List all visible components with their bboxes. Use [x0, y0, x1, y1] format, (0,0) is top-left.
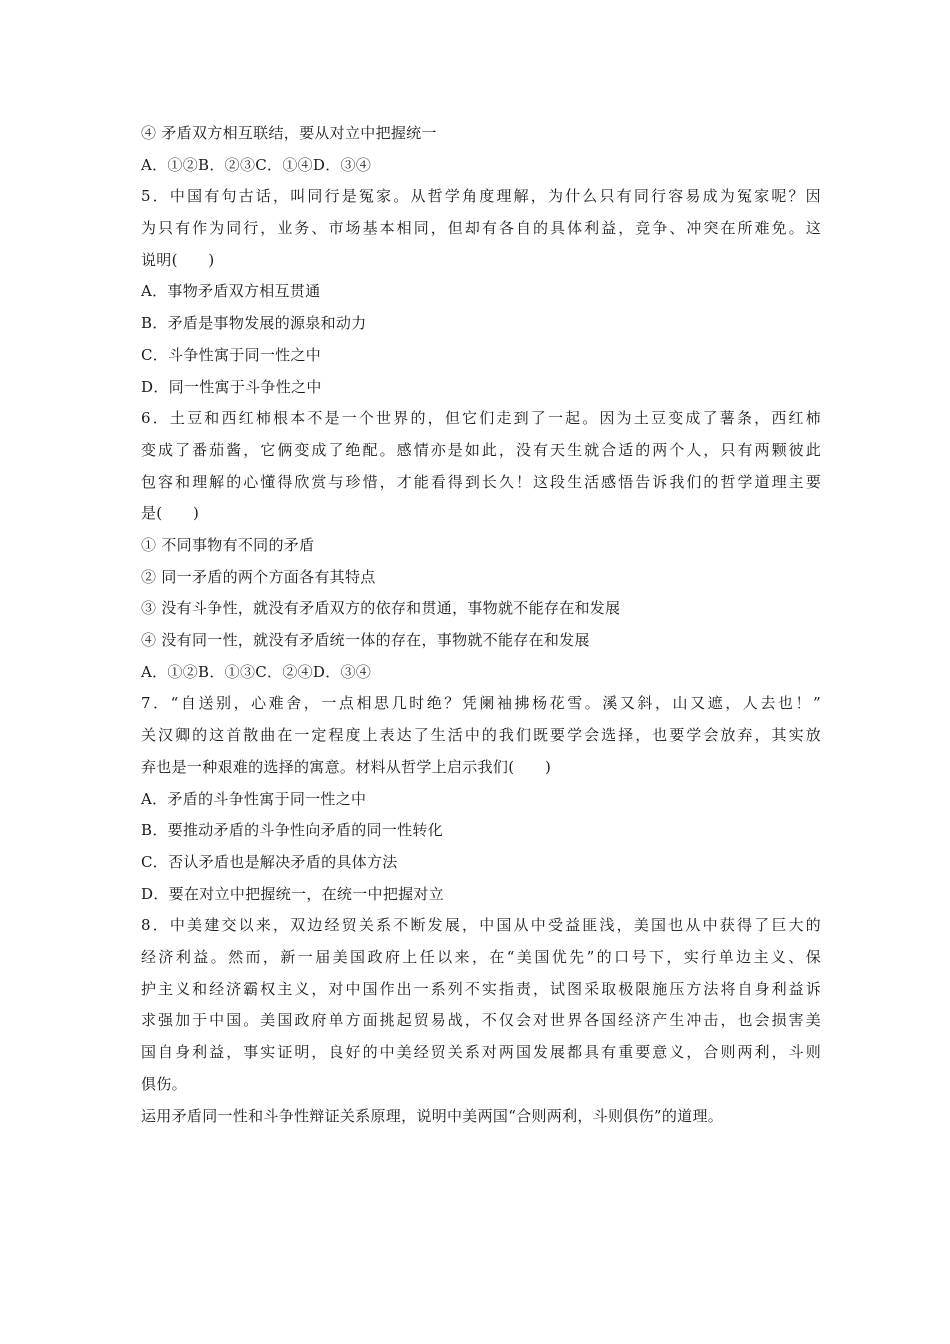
q6-item-4: ④ 没有同一性，就没有矛盾统一体的存在，事物就不能存在和发展 [141, 631, 590, 650]
q7-option-b: B．要推动矛盾的斗争性向矛盾的同一性转化 [141, 821, 444, 840]
q8-stem-line: 护主义和经济霸权主义，对中国作出一系列不实指责，试图采取极限施压方法将自身利益诉 [141, 979, 821, 998]
q6-stem-line: 6．土豆和西红柿根本不是一个世界的，但它们走到了一起。因为土豆变成了薯条，西红柿 [141, 409, 821, 428]
q7-option-c: C．否认矛盾也是解决矛盾的具体方法 [141, 852, 398, 871]
q7-stem-line: 7．“自送别，心难舍，一点相思几时绝？凭阑袖拂杨花雪。溪又斜，山又遮，人去也！” [141, 694, 821, 713]
q8-stem-line: 经济利益。然而，新一届美国政府上任以来，在“美国优先”的口号下，实行单边主义、保 [141, 948, 821, 967]
q5-option-d: D．同一性寓于斗争性之中 [141, 377, 322, 396]
q7-stem-line: 弃也是一种艰难的选择的寓意。材料从哲学上启示我们( ) [141, 757, 552, 776]
q5-stem-line: 说明( ) [141, 250, 215, 269]
q7-option-d: D．要在对立中把握统一，在统一中把握对立 [141, 884, 445, 903]
q8-stem [141, 910, 821, 1100]
q5-stem [141, 181, 821, 276]
q4-answer-options: A．①②B．②③C．①④D．③④ [141, 155, 372, 174]
q8-stem-line: 求强加于中国。美国政府单方面挑起贸易战，不仅会对世界各国经济产生冲击，也会损害美 [141, 1011, 821, 1030]
q6-item-2: ② 同一矛盾的两个方面各有其特点 [141, 567, 376, 586]
q6-stem-line: 变成了番茄酱，它俩变成了绝配。感情亦是如此，没有天生就合适的两个人，只有两颗彼此 [141, 440, 821, 459]
q6-item-1: ① 不同事物有不同的矛盾 [141, 536, 315, 555]
q8-question: 运用矛盾同一性和斗争性辩证关系原理，说明中美两国“合则两利，斗则俱伤”的道理。 [141, 1106, 724, 1125]
q5-option-a: A．事物矛盾双方相互贯通 [141, 282, 321, 301]
document-body [141, 118, 821, 1132]
q7-stem [141, 688, 821, 783]
q6-stem-line: 是( ) [141, 504, 200, 523]
q7-stem-line: 关汉卿的这首散曲在一定程度上表达了生活中的我们既要学会选择，也要学会放弃，其实放 [141, 726, 821, 745]
q6-answer-options: A．①②B．①③C．②④D．③④ [141, 662, 372, 681]
q4-item-4: ④ 矛盾双方相互联结，要从对立中把握统一 [141, 124, 437, 142]
q7-option-a: A．矛盾的斗争性寓于同一性之中 [141, 789, 367, 808]
q6-stem-line: 包容和理解的心懂得欣赏与珍惜，才能看得到长久！这段生活感悟告诉我们的哲学道理主要 [141, 472, 821, 491]
q5-stem-line: 5．中国有句古话，叫同行是冤家。从哲学角度理解，为什么只有同行容易成为冤家呢？因 [141, 187, 821, 206]
q8-stem-line: 国自身利益，事实证明，良好的中美经贸关系对两国发展都具有重要意义，合则两利，斗则 [141, 1043, 821, 1062]
q8-stem-line: 俱伤。 [141, 1074, 187, 1093]
q8-stem-line: 8．中美建交以来，双边经贸关系不断发展，中国从中受益匪浅，美国也从中获得了巨大的 [141, 916, 821, 935]
q5-option-b: B．矛盾是事物发展的源泉和动力 [141, 314, 367, 333]
q6-stem [141, 403, 821, 530]
q5-stem-line: 为只有作为同行，业务、市场基本相同，但却有各自的具体利益，竞争、冲突在所难免。这 [141, 219, 821, 238]
q5-option-c: C．斗争性寓于同一性之中 [141, 345, 322, 364]
q6-item-3: ③ 没有斗争性，就没有矛盾双方的依存和贯通，事物就不能存在和发展 [141, 599, 621, 618]
